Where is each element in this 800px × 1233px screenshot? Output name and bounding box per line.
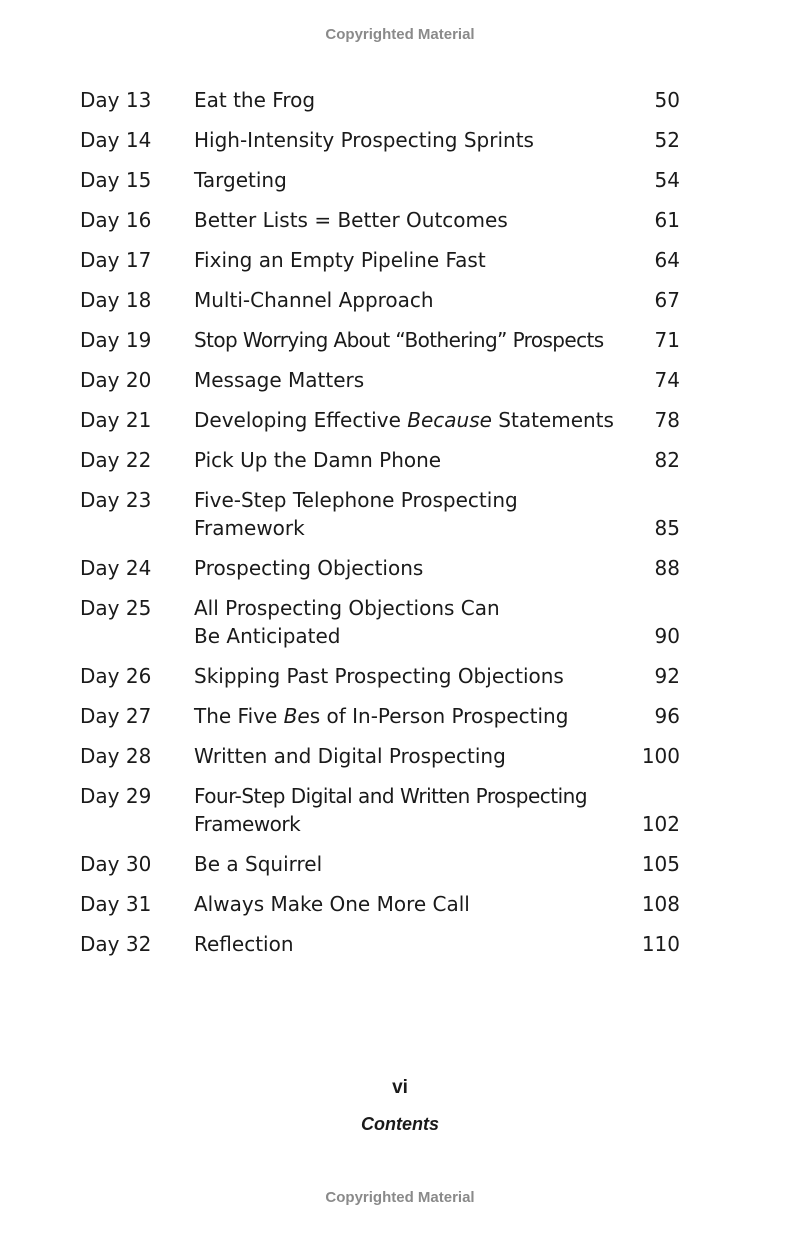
toc-entry [0, 594, 800, 662]
toc-page-number: 100 [641, 744, 680, 768]
toc-page-number: 90 [654, 624, 680, 648]
toc-day: Day 25 [80, 596, 152, 620]
toc-page-number: 67 [654, 288, 680, 312]
toc-day: Day 13 [80, 88, 152, 112]
toc-entry [0, 930, 800, 970]
page-number: vi [392, 1077, 408, 1098]
toc-title: Prospecting Objections [194, 556, 424, 580]
toc-page-number: 102 [641, 812, 680, 836]
toc-title-line: Be Anticipated [194, 624, 341, 648]
toc-title: Always Make One More Call [194, 892, 470, 916]
toc-title-line: Framework [194, 516, 305, 540]
toc-day: Day 30 [80, 852, 152, 876]
toc-page-number: 108 [641, 892, 680, 916]
toc-page-number: 52 [654, 128, 680, 152]
toc-day: Day 14 [80, 128, 152, 152]
toc-entry [0, 126, 800, 166]
toc-day: Day 29 [80, 784, 152, 808]
toc-title: Message Matters [194, 368, 365, 392]
toc-page-number: 82 [654, 448, 680, 472]
toc-title-text: Developing Effective [194, 408, 408, 432]
toc-page-number: 88 [654, 556, 680, 580]
toc-entry [0, 246, 800, 286]
toc-title: Written and Digital Prospecting [194, 744, 506, 768]
toc-title-text: s of In-Person Prospecting [309, 704, 569, 728]
toc-title [194, 782, 634, 838]
toc-title-text: The Five [194, 704, 284, 728]
toc-title-line: Framework [194, 812, 301, 836]
toc-title [194, 486, 634, 542]
toc-entry [0, 446, 800, 486]
toc-title-italic: Because [407, 408, 492, 432]
toc-title [194, 406, 634, 434]
toc-title: Reflection [194, 932, 294, 956]
toc-title: Better Lists = Better Outcomes [194, 208, 508, 232]
toc-page-number: 78 [654, 408, 680, 432]
toc-entry [0, 662, 800, 702]
toc-page-number: 71 [654, 328, 680, 352]
toc-title-line: All Prospecting Objections Can [194, 596, 500, 620]
toc-day: Day 24 [80, 556, 152, 580]
toc-entry [0, 206, 800, 246]
toc-entry [0, 286, 800, 326]
toc-entry [0, 406, 800, 446]
toc-page-number: 105 [641, 852, 680, 876]
toc-page-number: 92 [654, 664, 680, 688]
toc-entry [0, 742, 800, 782]
toc-entry [0, 702, 800, 742]
toc-day: Day 20 [80, 368, 152, 392]
toc-entry [0, 782, 800, 850]
toc-title-line: Five-Step Telephone Prospecting [194, 488, 518, 512]
toc-page-number: 85 [654, 516, 680, 540]
toc-entry [0, 850, 800, 890]
toc-day: Day 23 [80, 488, 152, 512]
toc-day: Day 15 [80, 168, 152, 192]
toc-title: Fixing an Empty Pipeline Fast [194, 248, 486, 272]
toc-entry [0, 366, 800, 406]
toc-title: Stop Worrying About “Bothering” Prospects [194, 328, 604, 352]
toc-title: Targeting [194, 168, 287, 192]
toc-day: Day 31 [80, 892, 152, 916]
toc-title: Skipping Past Prospecting Objections [194, 664, 564, 688]
toc-day: Day 22 [80, 448, 152, 472]
copyright-watermark-bottom: Copyrighted Material [325, 1189, 475, 1206]
toc-page-number: 96 [654, 704, 680, 728]
toc-day: Day 18 [80, 288, 152, 312]
toc-page-number: 110 [641, 932, 680, 956]
toc-entry [0, 166, 800, 206]
toc-title [194, 594, 634, 650]
toc-page-number: 50 [654, 88, 680, 112]
toc-title: High-Intensity Prospecting Sprints [194, 128, 534, 152]
toc-page-number: 61 [654, 208, 680, 232]
toc-page-number: 54 [654, 168, 680, 192]
toc-day: Day 21 [80, 408, 152, 432]
toc-entry [0, 326, 800, 366]
toc-day: Day 27 [80, 704, 152, 728]
toc-title: Multi-Channel Approach [194, 288, 434, 312]
toc-day: Day 32 [80, 932, 152, 956]
toc-entry [0, 554, 800, 594]
running-title: Contents [361, 1114, 439, 1134]
toc-entry [0, 890, 800, 930]
toc-day: Day 26 [80, 664, 152, 688]
toc-title: Pick Up the Damn Phone [194, 448, 442, 472]
copyright-watermark-top: Copyrighted Material [325, 26, 475, 43]
toc-entry [0, 86, 800, 126]
toc-title-line: Four-Step Digital and Written Prospecting [194, 784, 588, 808]
toc-entry [0, 486, 800, 554]
toc-title: Eat the Frog [194, 88, 316, 112]
toc-day: Day 28 [80, 744, 152, 768]
toc-title-text: Statements [491, 408, 614, 432]
toc-title: Be a Squirrel [194, 852, 323, 876]
toc-day: Day 17 [80, 248, 152, 272]
toc-day: Day 16 [80, 208, 152, 232]
toc-title-italic: Be [283, 704, 310, 728]
toc-page-number: 74 [654, 368, 680, 392]
toc-title [194, 702, 634, 730]
toc-day: Day 19 [80, 328, 152, 352]
toc-page-number: 64 [654, 248, 680, 272]
